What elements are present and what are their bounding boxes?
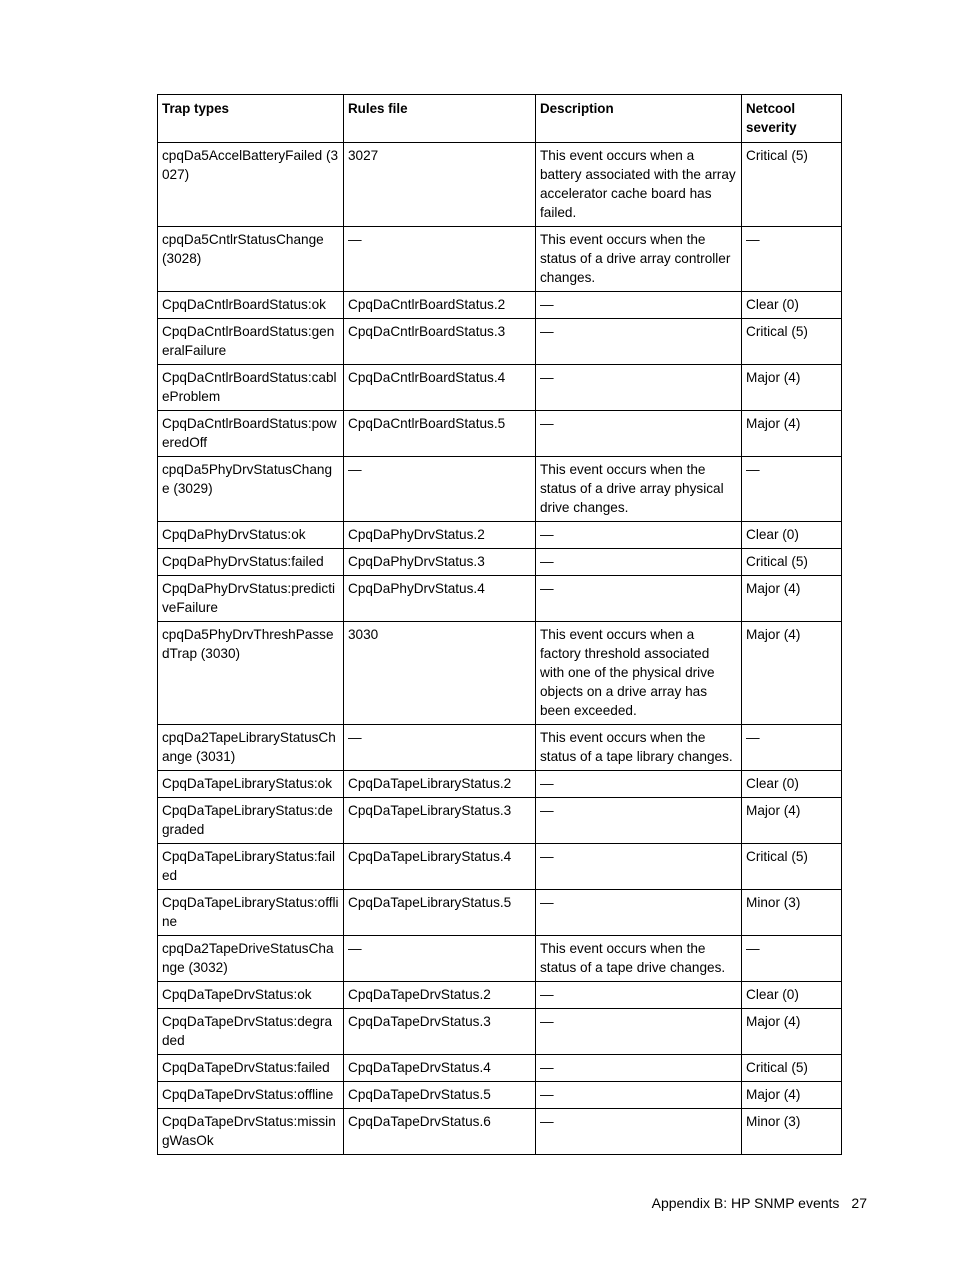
- table-row: [158, 936, 842, 982]
- cell-rules-file: CpqDaTapeLibraryStatus.5: [344, 890, 536, 936]
- cell-trap-type: cpqDa5PhyDrvStatusChange (3029): [158, 457, 344, 522]
- cell-description: —: [536, 1109, 742, 1155]
- cell-severity: Major (4): [742, 622, 842, 725]
- cell-rules-file: CpqDaPhyDrvStatus.3: [344, 549, 536, 576]
- cell-rules-file: CpqDaTapeLibraryStatus.3: [344, 798, 536, 844]
- cell-trap-type: cpqDa2TapeLibraryStatusChange (3031): [158, 725, 344, 771]
- cell-description: This event occurs when a battery associated with the array accelerator cache board has failed.: [536, 143, 742, 227]
- table-row: [158, 1109, 842, 1155]
- cell-trap-type: CpqDaCntlrBoardStatus:ok: [158, 292, 344, 319]
- page-footer: [652, 1195, 867, 1211]
- table-row: [158, 1055, 842, 1082]
- table-row: [158, 725, 842, 771]
- table-row: [158, 457, 842, 522]
- cell-description: —: [536, 890, 742, 936]
- cell-rules-file: CpqDaCntlrBoardStatus.5: [344, 411, 536, 457]
- cell-trap-type: CpqDaCntlrBoardStatus:generalFailure: [158, 319, 344, 365]
- cell-severity: Major (4): [742, 365, 842, 411]
- table-row: [158, 890, 842, 936]
- cell-severity: Major (4): [742, 1082, 842, 1109]
- cell-description: —: [536, 798, 742, 844]
- header-description: Description: [536, 95, 742, 143]
- cell-severity: Critical (5): [742, 1055, 842, 1082]
- cell-description: —: [536, 1055, 742, 1082]
- cell-description: —: [536, 549, 742, 576]
- cell-trap-type: cpqDa5PhyDrvThreshPassedTrap (3030): [158, 622, 344, 725]
- cell-trap-type: CpqDaTapeDrvStatus:ok: [158, 982, 344, 1009]
- cell-trap-type: CpqDaCntlrBoardStatus:poweredOff: [158, 411, 344, 457]
- cell-trap-type: CpqDaTapeDrvStatus:failed: [158, 1055, 344, 1082]
- table-row: [158, 982, 842, 1009]
- cell-trap-type: CpqDaTapeLibraryStatus:ok: [158, 771, 344, 798]
- cell-rules-file: CpqDaTapeDrvStatus.5: [344, 1082, 536, 1109]
- table-row: [158, 292, 842, 319]
- cell-severity: —: [742, 936, 842, 982]
- cell-trap-type: cpqDa5CntlrStatusChange (3028): [158, 227, 344, 292]
- cell-severity: Clear (0): [742, 982, 842, 1009]
- cell-description: —: [536, 982, 742, 1009]
- cell-severity: Major (4): [742, 411, 842, 457]
- cell-description: This event occurs when a factory threshold associated with one of the physical drive objects on a drive array has been exceeded.: [536, 622, 742, 725]
- cell-trap-type: CpqDaTapeDrvStatus:degraded: [158, 1009, 344, 1055]
- cell-description: —: [536, 771, 742, 798]
- cell-severity: Major (4): [742, 798, 842, 844]
- cell-description: —: [536, 411, 742, 457]
- cell-severity: Clear (0): [742, 292, 842, 319]
- cell-trap-type: CpqDaTapeLibraryStatus:offline: [158, 890, 344, 936]
- cell-rules-file: CpqDaCntlrBoardStatus.3: [344, 319, 536, 365]
- cell-trap-type: CpqDaCntlrBoardStatus:cableProblem: [158, 365, 344, 411]
- cell-description: —: [536, 844, 742, 890]
- cell-rules-file: CpqDaTapeLibraryStatus.4: [344, 844, 536, 890]
- cell-severity: Critical (5): [742, 844, 842, 890]
- cell-rules-file: —: [344, 227, 536, 292]
- cell-description: —: [536, 1009, 742, 1055]
- table-row: [158, 798, 842, 844]
- cell-trap-type: CpqDaTapeDrvStatus:offline: [158, 1082, 344, 1109]
- header-rules-file: Rules file: [344, 95, 536, 143]
- page-number: 27: [851, 1195, 867, 1211]
- trap-types-table: [157, 94, 842, 1155]
- cell-trap-type: CpqDaPhyDrvStatus:ok: [158, 522, 344, 549]
- table-row: [158, 549, 842, 576]
- cell-severity: Major (4): [742, 576, 842, 622]
- cell-severity: Critical (5): [742, 143, 842, 227]
- cell-description: —: [536, 576, 742, 622]
- table-row: [158, 411, 842, 457]
- cell-severity: Major (4): [742, 1009, 842, 1055]
- cell-severity: Clear (0): [742, 522, 842, 549]
- header-trap-types: Trap types: [158, 95, 344, 143]
- table-row: [158, 319, 842, 365]
- cell-trap-type: cpqDa5AccelBatteryFailed (3027): [158, 143, 344, 227]
- cell-severity: Minor (3): [742, 1109, 842, 1155]
- cell-description: —: [536, 522, 742, 549]
- cell-rules-file: CpqDaPhyDrvStatus.4: [344, 576, 536, 622]
- cell-severity: —: [742, 227, 842, 292]
- cell-rules-file: 3027: [344, 143, 536, 227]
- cell-severity: —: [742, 725, 842, 771]
- cell-description: This event occurs when the status of a tape drive changes.: [536, 936, 742, 982]
- table-row: [158, 1082, 842, 1109]
- cell-rules-file: —: [344, 457, 536, 522]
- cell-description: This event occurs when the status of a drive array physical drive changes.: [536, 457, 742, 522]
- cell-trap-type: cpqDa2TapeDriveStatusChange (3032): [158, 936, 344, 982]
- cell-trap-type: CpqDaTapeDrvStatus:missingWasOk: [158, 1109, 344, 1155]
- cell-severity: Critical (5): [742, 549, 842, 576]
- cell-rules-file: CpqDaTapeDrvStatus.2: [344, 982, 536, 1009]
- table-row: [158, 227, 842, 292]
- cell-description: —: [536, 319, 742, 365]
- cell-rules-file: —: [344, 725, 536, 771]
- table-row: [158, 1009, 842, 1055]
- table-row: [158, 771, 842, 798]
- table-row: [158, 522, 842, 549]
- cell-trap-type: CpqDaPhyDrvStatus:predictiveFailure: [158, 576, 344, 622]
- table-row: [158, 576, 842, 622]
- table-header-row: [158, 95, 842, 143]
- table-row: [158, 844, 842, 890]
- cell-severity: Minor (3): [742, 890, 842, 936]
- cell-rules-file: CpqDaCntlrBoardStatus.4: [344, 365, 536, 411]
- cell-description: This event occurs when the status of a tape library changes.: [536, 725, 742, 771]
- cell-rules-file: CpqDaPhyDrvStatus.2: [344, 522, 536, 549]
- cell-description: —: [536, 292, 742, 319]
- header-netcool-severity: Netcool severity: [742, 95, 842, 143]
- cell-trap-type: CpqDaTapeLibraryStatus:degraded: [158, 798, 344, 844]
- cell-description: —: [536, 1082, 742, 1109]
- table-row: [158, 143, 842, 227]
- footer-section-title: Appendix B: HP SNMP events: [651, 1195, 840, 1211]
- cell-rules-file: CpqDaTapeDrvStatus.4: [344, 1055, 536, 1082]
- cell-description: —: [536, 365, 742, 411]
- cell-rules-file: CpqDaTapeLibraryStatus.2: [344, 771, 536, 798]
- table-row: [158, 622, 842, 725]
- cell-trap-type: CpqDaPhyDrvStatus:failed: [158, 549, 344, 576]
- cell-rules-file: CpqDaTapeDrvStatus.3: [344, 1009, 536, 1055]
- cell-rules-file: —: [344, 936, 536, 982]
- table-row: [158, 365, 842, 411]
- table-body: [158, 143, 842, 1155]
- cell-trap-type: CpqDaTapeLibraryStatus:failed: [158, 844, 344, 890]
- cell-severity: Clear (0): [742, 771, 842, 798]
- cell-description: This event occurs when the status of a drive array controller changes.: [536, 227, 742, 292]
- cell-severity: Critical (5): [742, 319, 842, 365]
- cell-rules-file: 3030: [344, 622, 536, 725]
- cell-severity: —: [742, 457, 842, 522]
- cell-rules-file: CpqDaCntlrBoardStatus.2: [344, 292, 536, 319]
- cell-rules-file: CpqDaTapeDrvStatus.6: [344, 1109, 536, 1155]
